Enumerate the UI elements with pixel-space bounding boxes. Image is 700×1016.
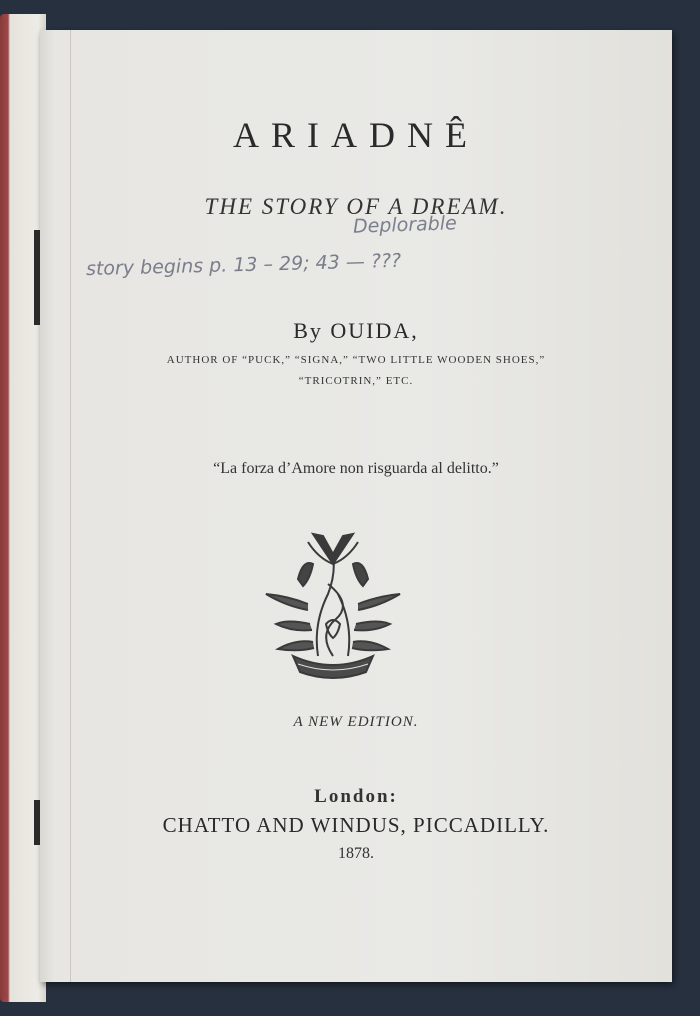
page-gutter-line [70,30,71,982]
other-works [40,350,672,392]
author-line: By OUIDA, [293,318,419,343]
handwritten-note-deplorable: Deplorable [352,212,458,238]
handwritten-note-pages: story begins p. 13 – 29; 43 — ??? [85,249,402,281]
imprint-place: London: [314,786,398,807]
edition-note: A NEW EDITION. [293,714,419,730]
binding-gap [34,230,40,325]
imprint-year: 1878. [338,845,374,862]
book-title: ARIADNÊ [233,115,479,155]
imprint-publisher: CHATTO AND WINDUS, PICCADILLY. [162,813,550,837]
book-subtitle: THE STORY OF A DREAM. [204,194,508,219]
lotus-emblem-icon [258,524,408,689]
other-works-line: “TRICOTRIN,” ETC. [298,375,414,387]
title-page [40,30,672,982]
other-works-line: AUTHOR OF “PUCK,” “SIGNA,” “TWO LITTLE WOODEN SHOES,” [166,354,546,366]
motto-quote: “La forza d’Amore non risguarda al delitto.” [213,460,499,477]
